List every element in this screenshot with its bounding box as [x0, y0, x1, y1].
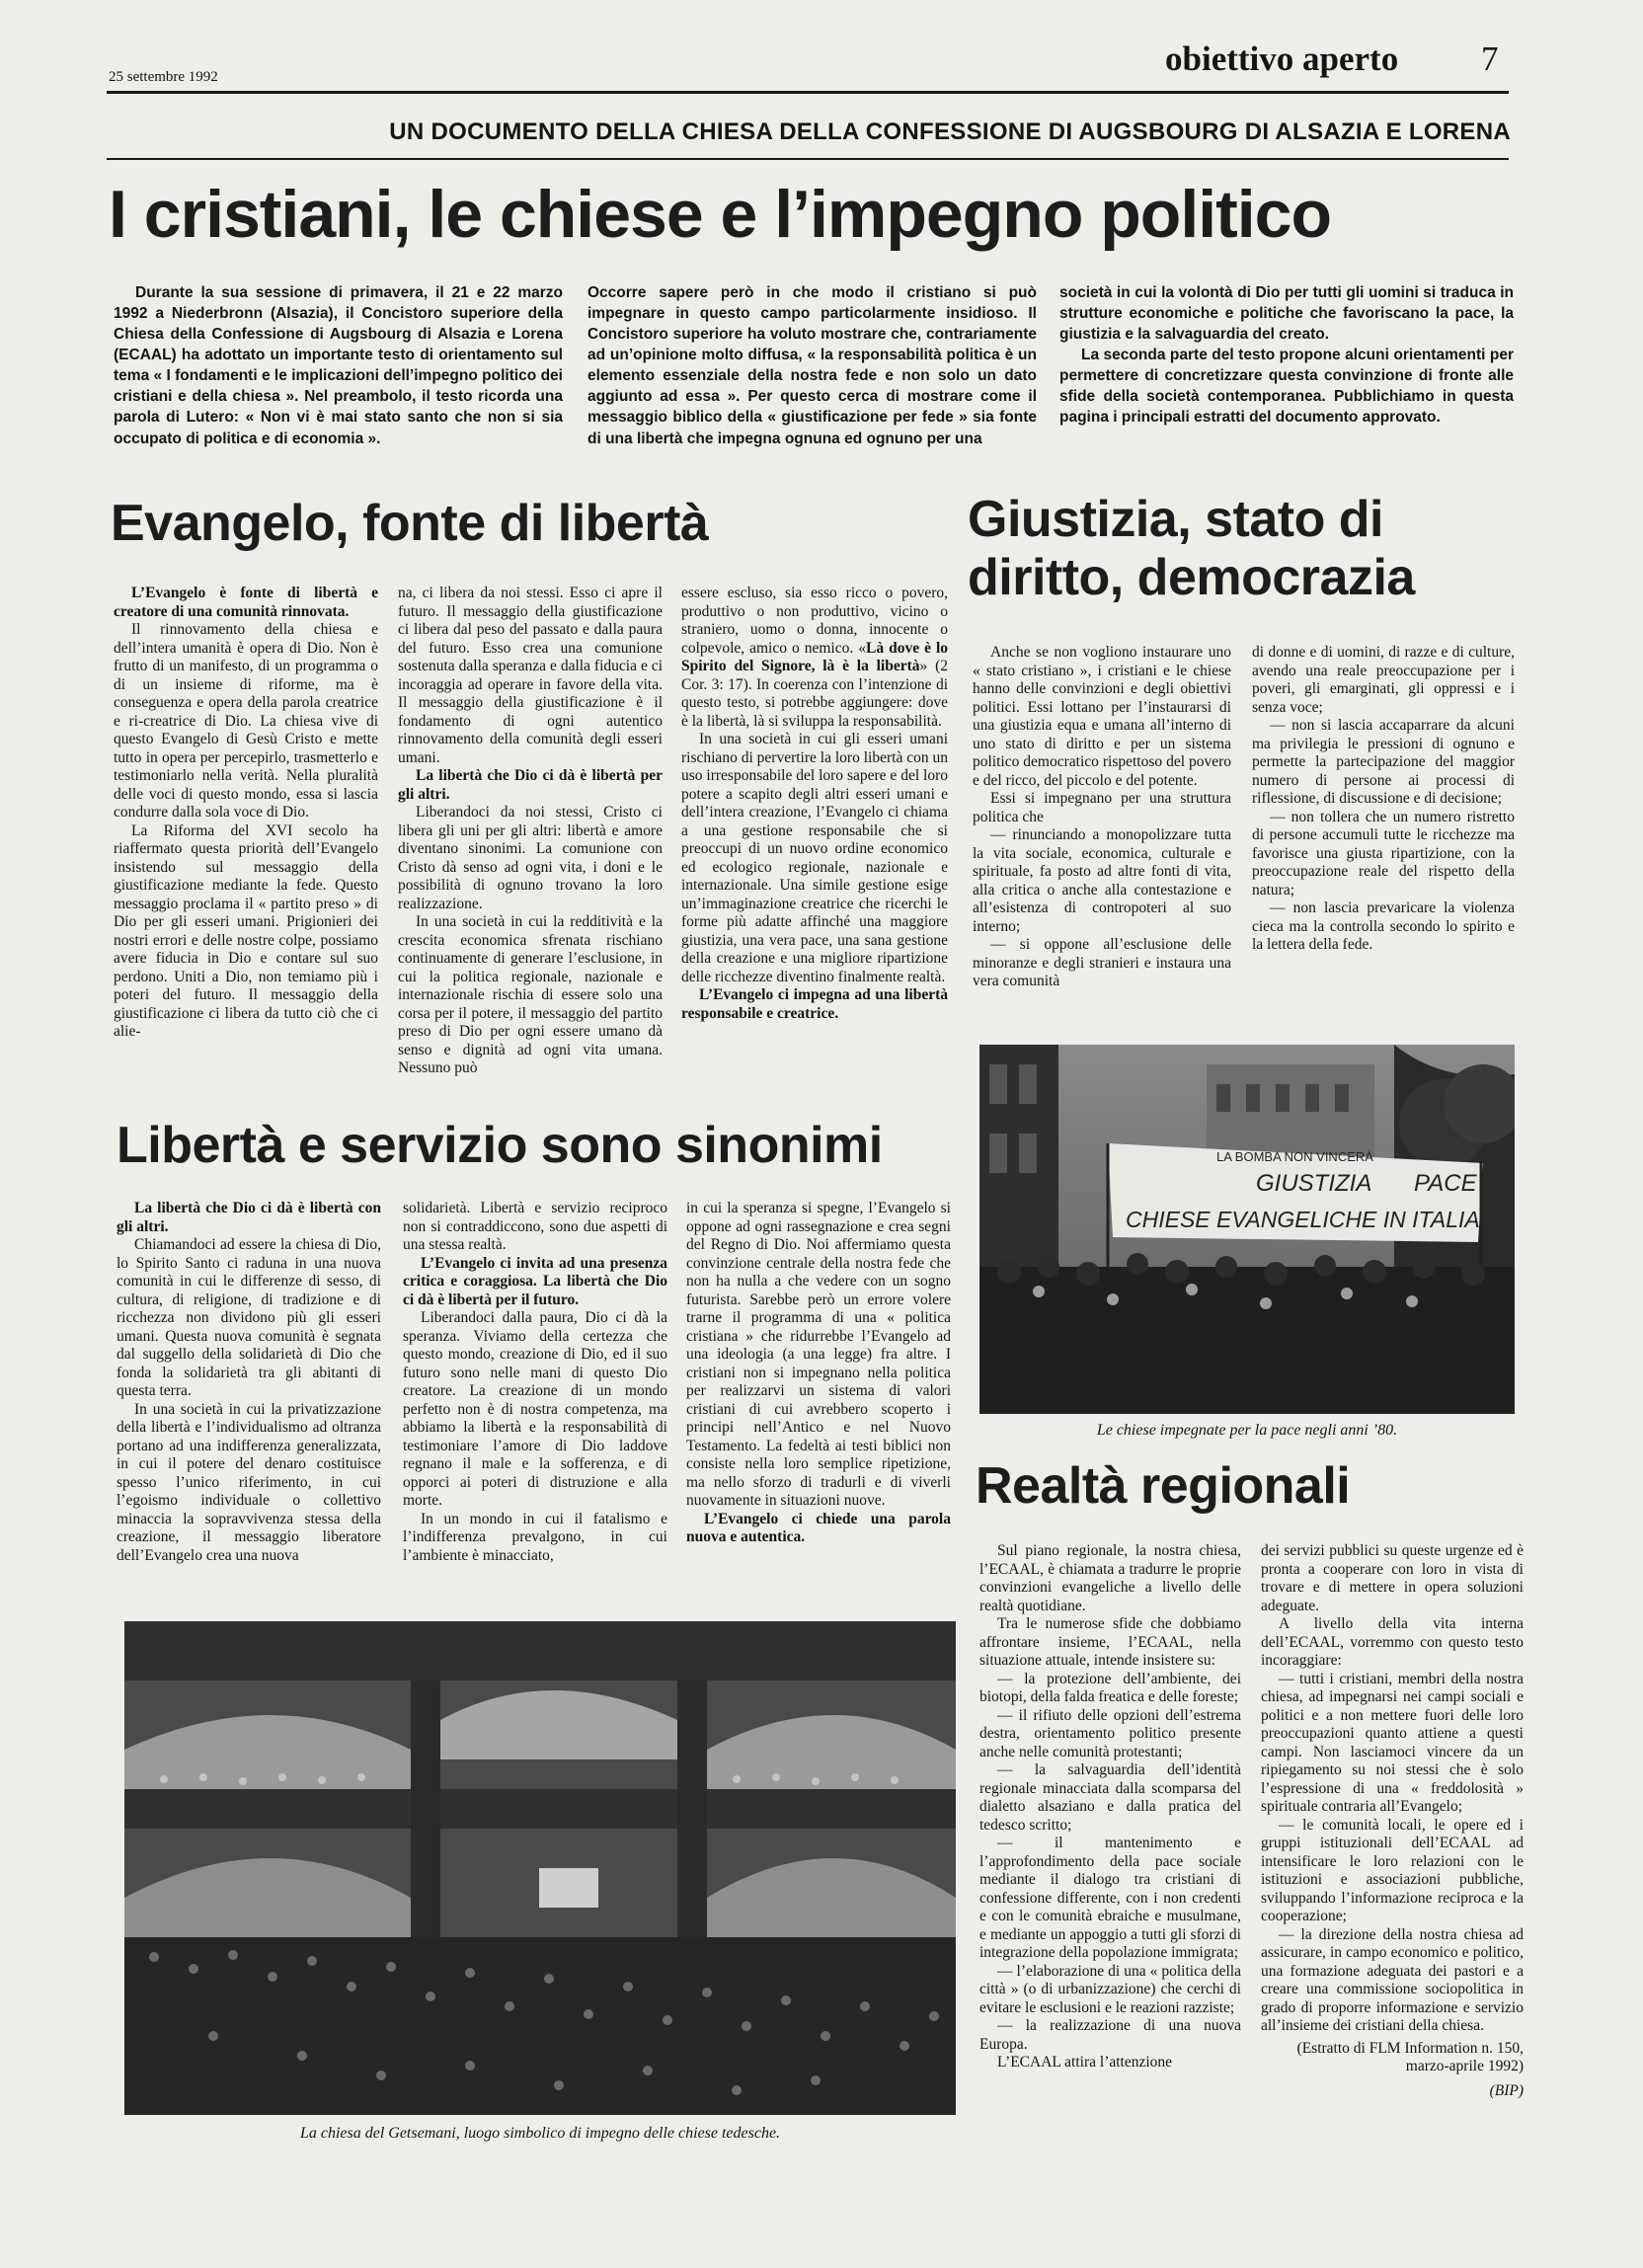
section1-col-2 [398, 585, 663, 1078]
list-item: — la protezione dell’ambiente, dei biotopi, della falda freatica e delle foreste; [979, 1670, 1241, 1706]
paragraph: Sul piano regionale, la nostra chiesa, l’ECAAL, è chiamata a tradurre le proprie convinzioni evangeliche a livello delle realtà quotidiane. [979, 1542, 1241, 1614]
intro-paragraph: Durante la sua sessione di primavera, il 21 e 22 marzo 1992 a Niederbronn (Alsazia), il Concistoro superiore della Chiesa della Confessione di Augsbourg di Alsazia e Lorena (ECAAL) ha adottato un importante testo di orientamento sul tema « I fondamenti e le implicazioni dell’impegno politico dei cristiani e della chiesa ». Nel preambolo, il testo ricorda una parola di Lutero: « Non vi è mai stato santo che non si sia occupato di politica e di economia ». [114, 284, 563, 447]
paragraph [681, 585, 948, 731]
agency-credit: (BIP) [1489, 2081, 1524, 2099]
source-note: (Estratto di FLM Information n. 150, marzo-aprile 1992) [1296, 2039, 1524, 2075]
paragraph: In una società in cui gli esseri umani rischiano di pervertire la loro libertà con un uso irresponsabile del loro sapere e del loro potere a scapito degli altri esseri umani e dell’intera creazione, l’Evangelo ci chiama a una gestione responsabile che si preoccupi di un nuovo ordine economico ed ecologico regionale, nazionale e internazionale. Una simile gestione esige un’immaginazione creatrice che ricerchi le forme più adatte affinché una maggiore giustizia, una vera pace, una sana gestione della creazione e una migliore ripartizione delle ricchezze diventino finalmente realtà. [681, 731, 948, 985]
intro-paragraph: Occorre sapere però in che modo il cristiano si può impegnare in questo campo particolarmente insidioso. Il Concistoro superiore ha voluto mostrare che, contrariamente ad un’opinione molto diffusa, « la responsabilità politica è un elemento essenziale della nostra fede e non solo un dato aggiunto ad essa ». Per questo cerca di mostrare come il messaggio biblico della « giustificazione per fede » sia fonte di una libertà che impegna ognuna ed ognuno per una [587, 284, 1037, 447]
section3-col-3 [686, 1200, 951, 1547]
list-item: — non si lascia accaparrare da alcuni ma privilegia le pressioni di ognuno e permette la partecipazione del maggior numero di persone ai processi di riflessione, di discussione e di decisione; [1252, 717, 1515, 808]
text-run: Là dove è lo Spirito del Signore, là è la libertà [681, 639, 948, 675]
kicker-rule [107, 158, 1509, 160]
photo-caption: La chiesa del Getsemani, luogo simbolico di impegno delle chiese tedesche. [299, 2125, 781, 2142]
paragraph: L’ECAAL attira l’attenzione [997, 2054, 1173, 2072]
paragraph: Essi si impegnano per una struttura politica che [973, 790, 1231, 825]
headline: I cristiani, le chiese e l’impegno politico [109, 177, 1332, 252]
paragraph: Il rinnovamento della chiesa e dell’intera umanità è opera di Dio. Non è frutto di un manifesto, di un programma o di un insieme di riforme, ma è conseguenza e opera della parola creatrice e ri-creatrice di Dio. La chiesa vive di questo Evangelo di Gesù Cristo e mette tutto in opera per percepirlo, trasmetterlo e testimoniarlo nella verità. Nella pluralità delle voci di questo mondo, essa si lascia condurre dalla sola voce di Dio. [114, 621, 378, 821]
list-item: — l’elaborazione di una « politica della città » (o di urbanizzazione) che cerchi di evitare le esclusioni e le reazioni razziste; [979, 1962, 1241, 2016]
paragraph: Anche se non vogliono instaurare uno « stato cristiano », i cristiani e le chiese hanno delle convinzioni e degli obiettivi politici. Essi lottano per l’instaurarsi di una giustizia equa e umana all’interno di uno stato di diritto e per un sistema politico democratico rispettoso del povero e del ricco, del piccolo e del potente. [973, 644, 1231, 789]
paragraph: dei servizi pubblici su queste urgenze ed è pronta a cooperare con loro in vista di trovare e di mettere in opera soluzioni adeguate. [1261, 1542, 1524, 1614]
paragraph: na, ci libera da noi stessi. Esso ci apre il futuro. Il messaggio della giustificazione ci libera dal peso del passato e dalla paura del futuro. Esso crea una comunione sostenuta dalla speranza e dalla fiducia e ci incoraggia ad operare in favore della vita. Il messaggio della giustificazione è il fondamento di ogni autentico rinnovamento della comunità degli esseri umani. [398, 585, 663, 766]
list-item: — non tollera che un numero ristretto di persone accumuli tutte le ricchezze ma favorisce una giusta ripartizione, con la preoccupazione reale del rispetto della natura; [1252, 808, 1515, 899]
lead-sentence: La libertà che Dio ci dà è libertà per gli altri. [398, 767, 663, 803]
section-title-evangelo: Evangelo, fonte di libertà [111, 495, 709, 552]
intro-col-3 [1059, 282, 1514, 429]
masthead: obiettivo aperto [1165, 39, 1399, 78]
list-item: — la salvaguardia dell’identità regionale minacciata dalla scomparsa del dialetto alsaziano e dalla pratica del tedesco scritto; [979, 1761, 1241, 1834]
banner-text: GIUSTIZIA [1256, 1170, 1372, 1197]
intro-paragraph: La seconda parte del testo propone alcuni orientamenti per permettere di concretizzare questa convinzione di fronte alle sfide della società contemporanea. Pubblichiamo in questa pagina i principali estratti del documento approvato. [1059, 347, 1514, 427]
paragraph: solidarietà. Libertà e servizio reciproco non si contraddiccono, sono due aspetti di una stessa realtà. [403, 1200, 667, 1254]
section1-col-1 [114, 585, 378, 1042]
section4-col-1 [979, 1542, 1241, 2072]
photo-illustration [979, 1045, 1515, 1414]
section3-col-1 [117, 1200, 381, 1565]
section-title-giustizia: Giustizia, stato di diritto, democrazia [968, 491, 1415, 607]
intro-paragraph: società in cui la volontà di Dio per tutti gli uomini si traduca in strutture economiche e politiche che favoriscano la pace, la giustizia e la salvaguardia del creato. [1059, 284, 1514, 344]
paragraph: Liberandoci da noi stessi, Cristo ci libera gli uni per gli altri: libertà e amore diventano sinonimi. La comunione con Cristo dà senso ad ogni vita, i doni e le possibilità di ognuno trovano la loro realizzazione. [398, 804, 663, 912]
section2-col-1 [973, 644, 1231, 991]
paragraph: In una società in cui la privatizzazione della libertà e l’individualismo ad oltranza portano ad una indifferenza generalizzata, in cui il potere del denaro costituisce spesso l’unico riferimento, in cui l’egoismo individuale o collettivo minaccia la sopravvivenza stessa della creazione, il messaggio liberatore dell’Evangelo crea una nuova [117, 1400, 381, 1564]
banner-text: LA BOMBA NON VINCERÀ [1216, 1149, 1373, 1164]
photo-illustration [124, 1621, 956, 2115]
list-item: — si oppone all’esclusione delle minoranze e degli stranieri e instaura una vera comunità [973, 936, 1231, 990]
section2-col-2 [1252, 644, 1515, 955]
banner-text: PACE [1414, 1170, 1477, 1197]
section4-col-2 [1261, 1542, 1524, 2100]
page-number: 7 [1481, 39, 1499, 78]
header-rule [107, 91, 1509, 94]
photo-getsemani-church [124, 1621, 956, 2115]
intro-col-1 [114, 282, 563, 449]
list-item: — rinunciando a monopolizzare tutta la vita sociale, economica, culturale e spirituale, fa posto ad altre fonti di vita, alla critica o anche alla contestazione e all’esistenza di contropoteri al suo interno; [973, 826, 1231, 935]
list-item: — la direzione della nostra chiesa ad assicurare, in campo economico e politico, una formazione adeguata dei pastori e a creare una commissione sociopolitica in grado di proporre informazione e servizio all’insieme dei cristiani della chiesa. [1261, 1925, 1524, 2035]
lead-sentence: L’Evangelo ci invita ad una presenza critica e coraggiosa. La libertà che Dio ci dà è libertà per il futuro. [403, 1254, 667, 1308]
intro-col-2 [587, 282, 1037, 449]
page-date: 25 settembre 1992 [109, 69, 218, 85]
paragraph: Chiamandoci ad essere la chiesa di Dio, lo Spirito Santo ci raduna in una nuova comunità in cui le differenze di sesso, di cultura, di religione, di tradizione e di ricchezza non dividono più gli esseri umani. Questa nuova comunità è segnata dal suggello della solidarietà di Dio che fonda la solidarietà tra gli abitanti di questa terra. [117, 1236, 381, 1400]
section-title-realta: Realtà regionali [976, 1457, 1351, 1515]
paragraph: La Riforma del XVI secolo ha riaffermato questa priorità dell’Evangelo insistendo sul messaggio della giustificazione mediante la fede. Questo messaggio proclama il « partito preso » di Dio per gli esseri umani. Prigionieri dei nostri errori e delle nostre colpe, possiamo avere fiducia in Dio e contare sul suo perdono. Uniti a Dio, non temiamo più i poteri del futuro. Il messaggio della giustificazione ci libera da tutto ciò che ci alie- [114, 821, 378, 1041]
lead-sentence: L’Evangelo ci impegna ad una libertà responsabile e creatrice. [681, 986, 948, 1022]
paragraph: In un mondo in cui il fatalismo e l’indifferenza prevalgono, in cui l’ambiente è minacciato, [403, 1510, 667, 1564]
paragraph: In una società in cui la redditività e la crescita economica sfrenata rischiano continuamente di generare l’esclusione, in cui la politica regionale, nazionale e internazionale rischia di essere solo una corsa per il potere, il messaggio del partito preso di Dio per ogni essere umano dà senso e dignità ad ogni vita umana. Nessuno può [398, 913, 663, 1077]
list-item: — tutti i cristiani, membri della nostra chiesa, ad impegnarsi nei campi sociali e politici e a non mettere fuori delle loro preoccupazioni quanto attiene a questi campi. Non lasciamoci vincere da un ripiegamento su noi stessi che è solo l’espressione di una « freddolosità » spirituale contraria all’Evangelo; [1261, 1670, 1524, 1816]
banner-text: CHIESE EVANGELICHE IN ITALIA [1126, 1207, 1480, 1232]
paragraph: Tra le numerose sfide che dobbiamo affrontare insieme, l’ECAAL, nella situazione attuale, intende insistere su: [979, 1615, 1241, 1670]
list-item: — il mantenimento e l’approfondimento della pace sociale mediante il dialogo tra cristiani di confessione differente, con i non credenti e con le comunità ebraiche e musulmane, e mediante un appoggio a tutti gli sforzi di integrazione della popolazione immigrata; [979, 1835, 1241, 1962]
list-item: — la realizzazione di una nuova Europa. [979, 2017, 1241, 2053]
section-title-liberta: Libertà e servizio sono sinonimi [117, 1117, 883, 1174]
section1-col-3 [681, 585, 948, 1023]
paragraph: di donne e di uomini, di razze e di culture, avendo una reale preoccupazione per i poveri, gli emarginati, gli oppressi e i senza voce; [1252, 644, 1515, 716]
paragraph: Liberandoci dalla paura, Dio ci dà la speranza. Viviamo della certezza che questo mondo, creazione di Dio, ed il suo futuro sono nelle mani di questo Dio creatore. La creazione di un mondo perfetto non è di nostra competenza, ma abbiamo la libertà e la responsabilità di testimoniare l’amore di Dio laddove regnano il male e la sofferenza, e di opporci ai poteri di distruzione e alla morte. [403, 1309, 667, 1510]
kicker: UN DOCUMENTO DELLA CHIESA DELLA CONFESSIONE DI AUGSBOURG DI ALSAZIA E LORENA [389, 118, 1511, 145]
text-run: » (2 Cor. 3: 17). In coerenza con l’intenzione di questo testo, si potrebbe aggiungere: dove è la libertà, là si sviluppa la responsabilità. [681, 658, 948, 730]
lead-sentence: La libertà che Dio ci dà è libertà con gli altri. [117, 1200, 381, 1235]
list-item: — le comunità locali, le opere ed i gruppi istituzionali dell’ECAAL ad intensificare le loro relazioni con le istituzioni e associazioni pubbliche, sviluppando l’informazione reciproca e la cooperazione; [1261, 1816, 1524, 1925]
photo-peace-march [979, 1045, 1515, 1414]
text-run: essere escluso, sia esso ricco o povero, produttivo o non produttivo, vicino o straniero, uomo o donna, innocente o colpevole, amico o nemico. « [681, 585, 948, 657]
lead-sentence: L’Evangelo ci chiede una parola nuova e autentica. [686, 1510, 951, 1546]
lead-sentence: L’Evangelo è fonte di libertà e creatore di una comunità rinnovata. [114, 585, 378, 620]
paragraph: in cui la speranza si spegne, l’Evangelo si oppone ad ogni rassegnazione e crea segni del Regno di Dio. Noi affermiamo questa convinzione centrale della nostra fede che non ha nulla a che vedere con un sogno futurista. Sarebbe però un errore volere trarne il programma di una « politica cristiana » che ridurrebbe l’Evangelo ad una ideologia (a una legge) fra altre. I cristiani non si impegnano nella politica per realizzarvi un sistema di valori cristiani di cui avrebbero scoperto i principi nell’Antico e nel Nuovo Testamento. La fedeltà ai testi biblici non consiste nella loro semplice ripetizione, ma nello sforzo di tradurli e di viverli nuovamente in situazioni nuove. [686, 1200, 951, 1510]
paragraph: A livello della vita interna dell’ECAAL, vorremmo con questo testo incoraggiare: [1261, 1615, 1524, 1670]
list-item: — non lascia prevaricare la violenza cieca ma la controlla secondo lo spirito e la lettera della fede. [1252, 899, 1515, 954]
list-item: — il rifiuto delle opzioni dell’estrema destra, orientamento politico presente anche nelle comunità protestanti; [979, 1706, 1241, 1760]
section3-col-2 [403, 1200, 667, 1565]
photo-caption: Le chiese impegnate per la pace negli anni ’80. [1096, 1422, 1398, 1439]
